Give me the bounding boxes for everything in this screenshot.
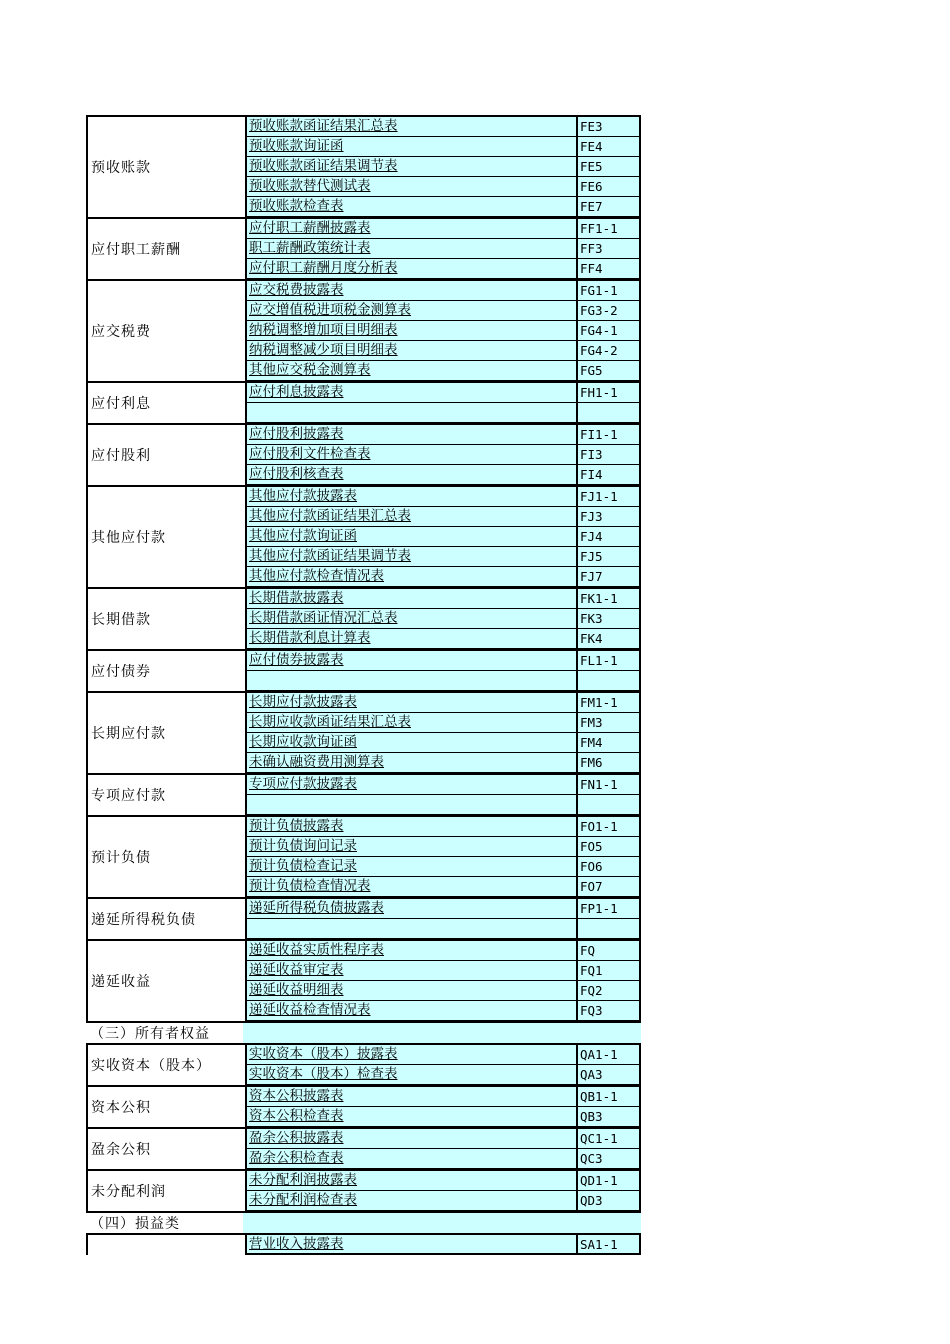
table-row [245,1045,641,1065]
table-row [245,445,641,465]
workpaper-code: FH1-1 [576,383,641,403]
workpaper-link[interactable]: 纳税调整减少项目明细表 [245,341,576,361]
workpaper-link [245,403,576,423]
account-group [86,1127,641,1169]
table-row [245,547,641,567]
workpaper-link[interactable]: 长期应付款披露表 [245,693,576,713]
account-category: 未分配利润 [88,1171,245,1211]
account-group [86,773,641,815]
account-group [86,423,641,485]
table-row [245,259,641,279]
table-row [245,1171,641,1191]
workpaper-link[interactable]: 递延收益检查情况表 [245,1001,576,1021]
table-row [245,157,641,177]
workpaper-code: FK3 [576,609,641,629]
workpaper-link[interactable]: 未确认融资费用测算表 [245,753,576,773]
workpaper-code: FG4-2 [576,341,641,361]
account-category: 应付债券 [88,651,245,691]
workpaper-link[interactable]: 长期借款函证情况汇总表 [245,609,576,629]
table-row [245,775,641,795]
account-group [86,587,641,649]
workpaper-code: FI3 [576,445,641,465]
workpaper-link[interactable]: 长期应收款函证结果汇总表 [245,713,576,733]
workpaper-code: FF1-1 [576,219,641,239]
table-row [245,527,641,547]
table-row [245,589,641,609]
table-row [245,733,641,753]
workpaper-link[interactable]: 应付股利文件检查表 [245,445,576,465]
table-row [245,197,641,217]
workpaper-link[interactable]: 递延收益审定表 [245,961,576,981]
table-row [245,651,641,671]
table-row [245,961,641,981]
table-row [245,1065,641,1085]
workpaper-code: FQ3 [576,1001,641,1021]
workpaper-link[interactable]: 其他应付款询证函 [245,527,576,547]
workpaper-code: FM1-1 [576,693,641,713]
workpaper-code: FG4-1 [576,321,641,341]
workpaper-link[interactable]: 预计负债检查情况表 [245,877,576,897]
section-header-fill [243,1213,641,1233]
table-row [245,403,641,423]
workpaper-link[interactable]: 其他应付款披露表 [245,487,576,507]
table-row [245,1001,641,1021]
workpaper-link [245,919,576,939]
workpaper-link[interactable]: 应付职工薪酬披露表 [245,219,576,239]
workpaper-link [245,795,576,815]
workpaper-code: FO6 [576,857,641,877]
table-row [245,1191,641,1211]
account-category: 预收账款 [88,117,245,217]
account-group [86,217,641,279]
table-row [245,1149,641,1169]
workpaper-code: SA1-1 [576,1235,641,1255]
workpaper-code: QC3 [576,1149,641,1169]
workpaper-index-table [86,115,641,1255]
workpaper-link[interactable]: 其他应付款函证结果汇总表 [245,507,576,527]
workpaper-code: FJ7 [576,567,641,587]
account-group [86,485,641,587]
account-category: 应付职工薪酬 [88,219,245,279]
table-row [245,795,641,815]
account-group [86,279,641,381]
workpaper-code: FG3-2 [576,301,641,321]
workpaper-link[interactable]: 营业收入披露表 [245,1235,576,1255]
account-category: 资本公积 [88,1087,245,1127]
table-row [245,425,641,445]
workpaper-code: FK1-1 [576,589,641,609]
account-category: 应付股利 [88,425,245,485]
table-row [245,753,641,773]
workpaper-code: FM3 [576,713,641,733]
table-row [245,837,641,857]
workpaper-link[interactable]: 应交增值税进项税金测算表 [245,301,576,321]
workpaper-link [245,671,576,691]
table-row [245,281,641,301]
account-group [86,815,641,897]
account-group [86,1043,641,1085]
workpaper-link[interactable]: 盈余公积披露表 [245,1129,576,1149]
table-row [245,941,641,961]
account-group [86,115,641,217]
account-category: 实收资本（股本） [88,1045,245,1085]
workpaper-link[interactable]: 预收账款函证结果调节表 [245,157,576,177]
table-row [245,877,641,897]
table-row [245,177,641,197]
workpaper-link[interactable]: 实收资本（股本）检查表 [245,1065,576,1085]
table-row [245,301,641,321]
workpaper-link[interactable]: 盈余公积检查表 [245,1149,576,1169]
table-row [245,117,641,137]
section-header-label: （三）所有者权益 [86,1023,243,1043]
account-category: 其他应付款 [88,487,245,587]
workpaper-code: FF4 [576,259,641,279]
table-row [245,137,641,157]
workpaper-code: FJ1-1 [576,487,641,507]
workpaper-link[interactable]: 未分配利润披露表 [245,1171,576,1191]
workpaper-code: QD3 [576,1191,641,1211]
workpaper-link[interactable]: 资本公积披露表 [245,1087,576,1107]
table-row [245,1087,641,1107]
workpaper-code: QD1-1 [576,1171,641,1191]
section-header-label: （四）损益类 [86,1213,243,1233]
workpaper-code: FO7 [576,877,641,897]
workpaper-code [576,403,641,423]
table-row [245,629,641,649]
workpaper-link[interactable]: 应付股利核查表 [245,465,576,485]
table-row [245,609,641,629]
workpaper-link[interactable]: 递延所得税负债披露表 [245,899,576,919]
workpaper-code: FL1-1 [576,651,641,671]
table-row [245,383,641,403]
account-group [86,1169,641,1211]
workpaper-link[interactable]: 递延收益实质性程序表 [245,941,576,961]
account-category: 长期应付款 [88,693,245,773]
table-row [245,693,641,713]
workpaper-code: FE7 [576,197,641,217]
workpaper-code: FE5 [576,157,641,177]
workpaper-code [576,671,641,691]
workpaper-code: FI1-1 [576,425,641,445]
workpaper-code: QC1-1 [576,1129,641,1149]
table-row [245,919,641,939]
workpaper-code: FM4 [576,733,641,753]
table-row [245,817,641,837]
account-category: 预计负债 [88,817,245,897]
table-row [245,1107,641,1127]
table-row [245,713,641,733]
account-category: 递延所得税负债 [88,899,245,939]
account-category: 专项应付款 [88,775,245,815]
workpaper-code: FP1-1 [576,899,641,919]
workpaper-code: FO5 [576,837,641,857]
workpaper-link[interactable]: 职工薪酬政策统计表 [245,239,576,259]
workpaper-code [576,919,641,939]
workpaper-link[interactable]: 纳税调整增加项目明细表 [245,321,576,341]
workpaper-link[interactable]: 应付利息披露表 [245,383,576,403]
section-header [86,1021,641,1043]
workpaper-link[interactable]: 应交税费披露表 [245,281,576,301]
account-category: 应付利息 [88,383,245,423]
account-category: 长期借款 [88,589,245,649]
workpaper-code: FQ2 [576,981,641,1001]
workpaper-link[interactable]: 递延收益明细表 [245,981,576,1001]
account-group [86,1085,641,1127]
workpaper-link[interactable]: 其他应付款函证结果调节表 [245,547,576,567]
table-row [245,671,641,691]
account-group [86,897,641,939]
section-header-fill [243,1023,641,1043]
workpaper-code: FG1-1 [576,281,641,301]
workpaper-link[interactable]: 预计负债披露表 [245,817,576,837]
workpaper-code: FO1-1 [576,817,641,837]
table-row [245,321,641,341]
workpaper-link[interactable]: 预计负债检查记录 [245,857,576,877]
workpaper-code: FJ4 [576,527,641,547]
account-category: 盈余公积 [88,1129,245,1169]
workpaper-link[interactable]: 专项应付款披露表 [245,775,576,795]
table-row [245,239,641,259]
table-row [245,1235,641,1255]
table-row [245,981,641,1001]
workpaper-link[interactable]: 应付股利披露表 [245,425,576,445]
table-row [245,857,641,877]
account-group [86,939,641,1021]
workpaper-code: FF3 [576,239,641,259]
workpaper-code: FI4 [576,465,641,485]
workpaper-code: QA1-1 [576,1045,641,1065]
workpaper-link[interactable]: 未分配利润检查表 [245,1191,576,1211]
section-header [86,1211,641,1233]
workpaper-link[interactable]: 长期借款披露表 [245,589,576,609]
workpaper-link[interactable]: 长期借款利息计算表 [245,629,576,649]
workpaper-link[interactable]: 应付职工薪酬月度分析表 [245,259,576,279]
workpaper-code: FJ3 [576,507,641,527]
workpaper-code: FJ5 [576,547,641,567]
workpaper-code: QB1-1 [576,1087,641,1107]
table-row [245,361,641,381]
workpaper-code: QA3 [576,1065,641,1085]
workpaper-link[interactable]: 其他应付款检查情况表 [245,567,576,587]
account-group [86,381,641,423]
workpaper-link[interactable]: 其他应交税金测算表 [245,361,576,381]
table-row [245,1129,641,1149]
account-group [86,1233,641,1255]
table-row [245,465,641,485]
workpaper-code: FK4 [576,629,641,649]
account-category: 应交税费 [88,281,245,381]
table-row [245,899,641,919]
workpaper-code: FN1-1 [576,775,641,795]
account-category [88,1235,245,1255]
table-row [245,507,641,527]
workpaper-code: FM6 [576,753,641,773]
account-category: 递延收益 [88,941,245,1021]
table-row [245,219,641,239]
account-group [86,649,641,691]
workpaper-link[interactable]: 预收账款询证函 [245,137,576,157]
account-group [86,691,641,773]
workpaper-code: FE6 [576,177,641,197]
workpaper-code [576,795,641,815]
workpaper-code: FE4 [576,137,641,157]
table-row [245,487,641,507]
workpaper-link[interactable]: 应付债券披露表 [245,651,576,671]
workpaper-link[interactable]: 预收账款替代测试表 [245,177,576,197]
workpaper-code: QB3 [576,1107,641,1127]
workpaper-link[interactable]: 长期应收款询证函 [245,733,576,753]
workpaper-link[interactable]: 实收资本（股本）披露表 [245,1045,576,1065]
workpaper-link[interactable]: 预计负债询问记录 [245,837,576,857]
workpaper-code: FQ1 [576,961,641,981]
workpaper-link[interactable]: 预收账款检查表 [245,197,576,217]
table-row [245,341,641,361]
table-row [245,567,641,587]
workpaper-code: FQ [576,941,641,961]
workpaper-code: FE3 [576,117,641,137]
workpaper-link[interactable]: 资本公积检查表 [245,1107,576,1127]
workpaper-link[interactable]: 预收账款函证结果汇总表 [245,117,576,137]
workpaper-code: FG5 [576,361,641,381]
